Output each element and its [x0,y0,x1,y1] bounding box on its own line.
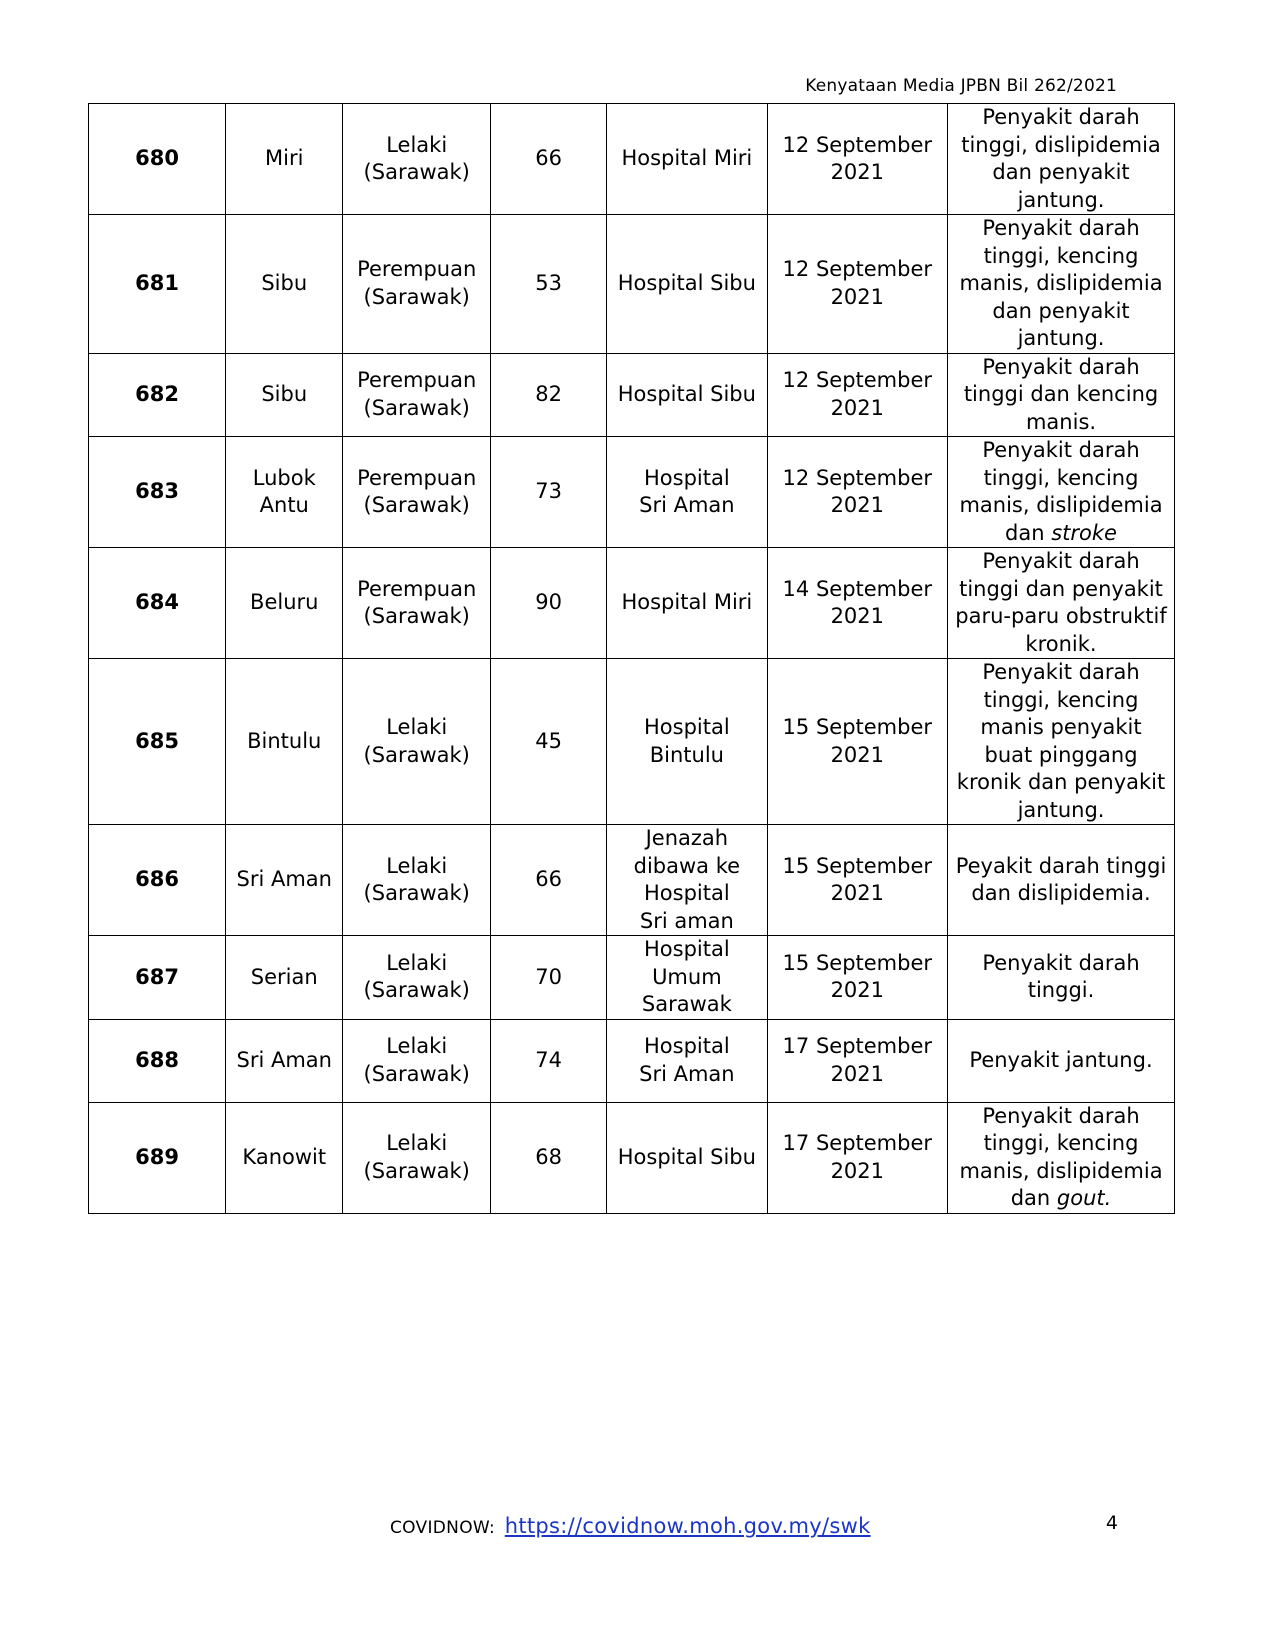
place-line: Hospital Sibu [617,271,756,295]
condition-line: jantung. [1017,187,1105,212]
date-cell [767,936,947,1020]
conditions-cell [948,353,1175,437]
condition-line: manis, dislipidemia [959,271,1163,295]
age-cell [491,659,607,825]
date: 12 September [782,368,933,393]
place-of-death-cell [607,215,767,354]
gender-cell [343,548,491,659]
district: Miri [265,146,304,171]
age-cell [491,825,607,936]
district: Sri Aman [236,867,332,892]
condition-line: Penyakit jantung. [969,1047,1153,1072]
gender-cell [343,936,491,1020]
condition-line: Penyakit darah [982,105,1140,129]
condition-line: Penyakit darah [982,549,1140,573]
district: Bintulu [247,728,322,753]
place-of-death-cell [607,548,767,659]
place-line: Jenazah [645,826,729,850]
footer-label-wrap [390,1514,871,1538]
gender: Lelaki [386,715,448,739]
gender: Lelaki [386,1034,448,1058]
year: 2021 [830,493,885,517]
condition-line: dan penyakit [992,160,1130,184]
condition-line: kronik dan penyakit [956,770,1166,794]
district: Beluru [250,590,319,615]
place-line: Sri aman [639,908,734,933]
place-of-death-cell [607,825,767,936]
case-number: 683 [135,479,180,504]
gender: Lelaki [386,132,448,157]
place-of-death-cell [607,1102,767,1213]
date: 14 September [782,576,933,601]
district-cell [226,825,343,936]
condition-line: buat pinggang [984,742,1138,767]
conditions-cell [948,548,1175,659]
date-cell [767,825,947,936]
state: (Sarawak) [363,978,470,1003]
date: 15 September [782,715,933,739]
date-cell [767,437,947,548]
year: 2021 [830,1061,885,1086]
page-footer [88,1512,1118,1538]
case-number: 689 [135,1144,180,1169]
condition-line: dan [1005,520,1045,545]
district: Sri Aman [236,1047,332,1072]
document-reference: Kenyataan Media JPBN Bil 262/2021 [805,76,1117,96]
age: 90 [535,590,562,615]
case-number: 686 [135,867,180,892]
place-line: Sri Aman [639,1061,735,1086]
state: (Sarawak) [363,284,470,309]
place-line: Bintulu [649,742,724,767]
age-cell [491,104,607,215]
year: 2021 [830,395,885,420]
case-number-cell [89,825,226,936]
date-cell [767,1102,947,1213]
condition-line: Peyakit darah tinggi [955,853,1167,878]
year: 2021 [830,284,885,309]
table-row [89,936,1175,1020]
district: Kanowit [242,1144,327,1169]
date: 15 September [782,950,933,975]
table-row [89,215,1175,354]
condition-line: kronik. [1025,631,1097,656]
conditions-cell [948,936,1175,1020]
condition-line: tinggi dan kencing [963,382,1159,406]
place-of-death-cell [607,437,767,548]
condition-line: manis. [1025,409,1097,434]
district: Sibu [261,382,308,406]
year: 2021 [830,1158,885,1183]
age: 66 [535,867,562,892]
place-line: Hospital [644,881,730,905]
conditions-cell [948,215,1175,354]
condition-line: manis penyakit [980,715,1142,739]
age-cell [491,936,607,1020]
year: 2021 [830,978,885,1003]
state: (Sarawak) [363,604,470,628]
gender: Lelaki [386,853,448,878]
place-line: Hospital [644,937,730,961]
table-row [89,825,1175,936]
date-cell [767,1019,947,1102]
case-number-cell [89,1102,226,1213]
year: 2021 [830,604,885,628]
district-cell [226,437,343,548]
age: 53 [535,271,562,295]
district-cell [226,1102,343,1213]
place-line: Hospital [644,465,730,490]
case-number-cell [89,936,226,1020]
case-number-cell [89,353,226,437]
case-number: 684 [135,590,180,615]
page-number: 4 [1105,1512,1118,1534]
condition-line: tinggi, kencing [983,243,1139,268]
age: 66 [535,146,562,171]
place-line: Sarawak [641,992,732,1016]
age: 82 [535,382,562,406]
date-cell [767,659,947,825]
table-row [89,437,1175,548]
condition-line: paru-paru obstruktif [955,604,1167,628]
death-cases-table [88,103,1175,1214]
case-number: 688 [135,1047,180,1072]
case-number-cell [89,548,226,659]
date: 12 September [782,465,933,490]
place-of-death-cell [607,659,767,825]
conditions-cell [948,825,1175,936]
conditions-cell [948,1019,1175,1102]
date: 17 September [782,1131,933,1155]
state: (Sarawak) [363,1061,470,1086]
table-row [89,659,1175,825]
date: 12 September [782,132,933,157]
gender: Perempuan [357,368,477,393]
gender-cell [343,825,491,936]
condition-line: dan dislipidemia. [971,881,1151,905]
place-line: Hospital Miri [621,590,753,615]
place-of-death-cell [607,1019,767,1102]
gender: Perempuan [357,576,477,601]
conditions-cell [948,104,1175,215]
condition-line: tinggi, kencing [983,1131,1139,1155]
case-number-cell [89,659,226,825]
date: 15 September [782,853,933,878]
district-cell [226,353,343,437]
table-row [89,1019,1175,1102]
table-row [89,548,1175,659]
footer-label: COVIDNOW: [390,1518,496,1538]
date-cell [767,353,947,437]
place-line: Sri Aman [639,493,735,517]
district-cell [226,659,343,825]
age: 74 [535,1047,562,1072]
place-line: dibawa ke [633,853,741,878]
condition-line: jantung. [1017,326,1105,350]
district: Sibu [261,271,308,295]
condition-line: manis, dislipidemia [959,493,1163,517]
condition-line: jantung. [1017,797,1105,822]
conditions-cell [948,437,1175,548]
case-number: 687 [135,964,180,989]
gender: Perempuan [357,257,477,282]
gender-cell [343,215,491,354]
place-line: Hospital Sibu [617,1144,756,1169]
state: (Sarawak) [363,160,470,184]
condition-line: Penyakit darah [982,354,1140,379]
district: Lubok Antu [252,465,316,517]
date-cell [767,548,947,659]
case-number: 685 [135,728,180,753]
gender-cell [343,353,491,437]
state: (Sarawak) [363,881,470,905]
conditions-cell [948,1102,1175,1213]
date-cell [767,215,947,354]
condition-line: dan [1010,1186,1051,1210]
condition-line: dan penyakit [992,298,1130,323]
gender: Lelaki [386,1131,448,1155]
gender: Perempuan [357,465,477,490]
place-line: Hospital Miri [621,146,753,171]
district-cell [226,548,343,659]
case-number-cell [89,215,226,354]
year: 2021 [830,881,885,905]
age: 70 [535,964,562,989]
place-of-death-cell [607,104,767,215]
state: (Sarawak) [363,493,470,517]
district-cell [226,1019,343,1102]
place-line: Hospital [644,715,730,739]
date-cell [767,104,947,215]
date: 12 September [782,257,933,282]
case-number-cell [89,437,226,548]
place-line: Hospital [644,1034,730,1058]
gender-cell [343,437,491,548]
condition-italic-term: stroke [1051,520,1117,545]
case-number-cell [89,104,226,215]
table-row [89,1102,1175,1213]
age-cell [491,437,607,548]
district: Serian [250,964,318,989]
state: (Sarawak) [363,1158,470,1183]
district-cell [226,936,343,1020]
conditions-cell [948,659,1175,825]
condition-line: tinggi, kencing [983,465,1139,490]
condition-line: manis, dislipidemia [959,1158,1163,1183]
gender-cell [343,659,491,825]
date: 17 September [782,1034,933,1058]
gender-cell [343,104,491,215]
case-number: 681 [135,271,180,295]
condition-line: Penyakit darah [982,950,1140,975]
gender-cell [343,1102,491,1213]
gender-cell [343,1019,491,1102]
case-number: 680 [135,146,180,171]
age-cell [491,353,607,437]
age: 73 [535,479,562,504]
condition-line: tinggi dan penyakit [959,576,1163,601]
case-number: 682 [135,382,180,406]
condition-italic-term: gout. [1056,1186,1112,1210]
district-cell [226,215,343,354]
condition-line: Penyakit darah [982,438,1140,462]
age: 45 [535,728,562,753]
case-number-cell [89,1019,226,1102]
state: (Sarawak) [363,395,470,420]
condition-line: tinggi, dislipidemia [961,132,1161,157]
place-of-death-cell [607,936,767,1020]
condition-line: Penyakit darah [982,216,1140,240]
age-cell [491,548,607,659]
condition-line: Penyakit darah [982,1103,1140,1128]
gender: Lelaki [386,950,448,975]
table-row [89,104,1175,215]
place-line: Hospital Sibu [617,382,756,406]
age: 68 [535,1144,562,1169]
age-cell [491,1102,607,1213]
age-cell [491,1019,607,1102]
year: 2021 [830,160,885,184]
covidnow-link[interactable]: https://covidnow.moh.gov.my/swk [504,1514,871,1538]
table-row [89,353,1175,437]
year: 2021 [830,742,885,767]
district-cell [226,104,343,215]
condition-line: tinggi, kencing [983,687,1139,712]
age-cell [491,215,607,354]
place-line: Umum [652,964,722,989]
place-of-death-cell [607,353,767,437]
state: (Sarawak) [363,742,470,767]
condition-line: Penyakit darah [982,660,1140,684]
condition-line: tinggi. [1027,978,1095,1003]
